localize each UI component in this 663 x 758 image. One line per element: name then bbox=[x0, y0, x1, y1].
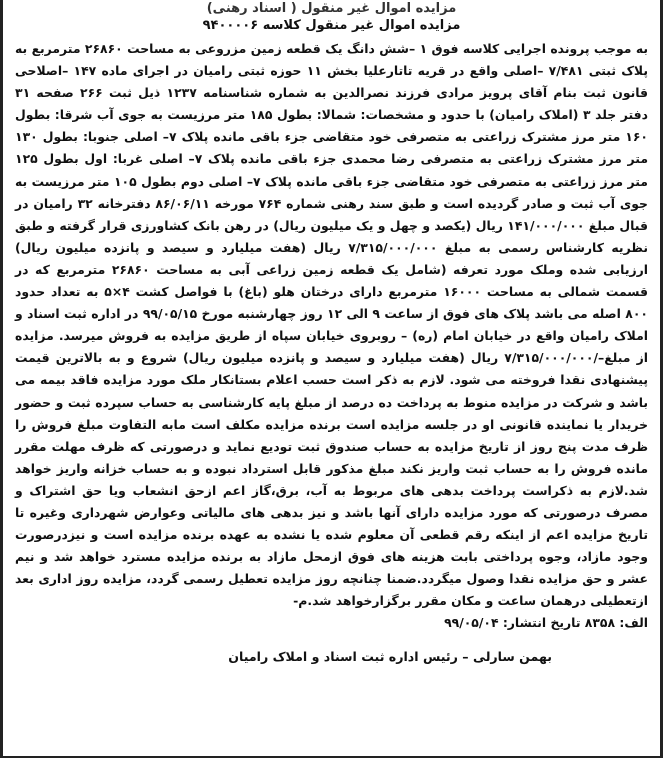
signature-line: بهمن سارلی – رئیس اداره ثبت اسناد و املاک رامیان bbox=[228, 649, 552, 665]
publication-reference: الف: ۸۳۵۸ تاریخ انتشار: ۹۹/۰۵/۰۴ bbox=[444, 615, 648, 631]
notice-title: مزایده اموال غیر منقول ( اسناد رهنی) bbox=[206, 1, 457, 16]
notice-header bbox=[3, 0, 660, 34]
notice-case-number: مزایده اموال غیر منقول کلاسه ۹۴۰۰۰۰۶ bbox=[202, 18, 461, 33]
notice-body: به موجب پرونده اجرایی کلاسه فوق ۱ –شش دانگ یک قطعه زمین مزروعی به مساحت ۲۶۸۶۰ مترمربع به پلاک ثبتی ۷/۴۸۱ –اصلی واقع در قریه تاتارعلیا بخش ۱۱ حوزه ثبتی رامیان در اجرای ماده ۱۴۷ –اصلاحی قانون ثبت بنام آقای پرویز مرادی فرزند نصرالدین به شماره شناسنامه ۱۲۳۷ ذیل ثبت ۲۶۶ صفحه ۳۱ دفتر جلد ۳ (املاک رامیان) با حدود و مشخصات: شمالا: بطول ۱۸۵ متر مرزیست به جوی آب شرقا: بطول ۱۶۰ متر مرز مشترک زراعتی به متصرفی خود متقاضی جزء باقی مانده پلاک ۷– اصلی جنوبا: بطول ۱۳۰ متر مرز مشترک زراعتی به متصرفی رضا محمدی جزء باقی مانده پلاک ۷– اصلی غربا: اول بطول ۱۲۵ متر مرز زراعتی به متصرفی خود متقاضی جزء باقی مانده پلاک ۷– اصلی دوم بطول ۱۰۵ متر مرزیست به جوی آب ثبت و صادر گردیده است و طبق سند رهنی شماره ۷۶۴ مورخه ۸۶/۰۶/۱۱ دفترخانه ۳۲ رامیان در قبال مبلغ ۱۴۱/۰۰۰/۰۰۰ ریال (یکصد و چهل و یک میلیون ریال) در رهن بانک کشاورزی قرار گرفته و طبق نظریه کارشناس رسمی به مبلغ ۷/۳۱۵/۰۰۰/۰۰۰ ریال (هفت میلیارد و سیصد و پانزده میلیون ریال) ارزیابی شده وملک مورد تعرفه (شامل یک قطعه زمین زراعی آبی به مساحت ۲۶۸۶۰ مترمربع که در قسمت شمالی به مساحت ۱۶۰۰۰ مترمربع دارای درختان هلو (باغ) با فواصل کشت ۴×۵ به تعداد حدود ۸۰۰ اصله می باشد پلاک های فوق از ساعت ۹ الی ۱۲ روز چهارشنبه مورخ ۹۹/۰۵/۱۵ در اداره ثبت اسناد و املاک رامیان واقع در خیابان امام (ره) – روبروی خیابان سپاه از طریق مزایده به فروش میرسد. مزایده از مبلغ–/۷/۳۱۵/۰۰۰/۰۰۰ ریال (هفت میلیارد و سیصد و پانزده میلیون ریال) شروع و به بالاترین قیمت پیشنهادی نقدا فروخته می شود. لازم به ذکر است حسب اعلام بستانکار ملک مورد مزایده فاقد بیمه می باشد و شرکت در مزایده منوط به پرداخت ده درصد از مبلغ پایه کارشناسی به حساب سپرده ثبت و حضور خریدار یا نماینده قانونی او در جلسه مزایده است برنده مزایده مکلف است مابه التفاوت مبلغ فروش را ظرف مدت پنج روز از تاریخ مزایده به حساب صندوق ثبت تودیع نماید و درصورتی که ظرف مهلت مقرر مانده فروش را به حساب ثبت واریز نکند مبلغ مذکور قابل استرداد نبوده و به حساب خزانه واریز خواهد شد.لازم به ذکراست پرداخت بدهی های مربوط به آب، برق،گاز اعم ازحق انشعاب ویا حق اشتراک و مصرف درصورتی که مورد مزایده دارای آنها باشد و نیز بدهی های مالیاتی وعوارض شهرداری وغیره تا تاریخ مزایده اعم از اینکه رقم قطعی آن معلوم شده یا نشده به عهده برنده مزایده است و نیزدرصورت وجود مازاد، وجوه پرداختی بابت هزینه های فوق ازمحل مازاد به برنده مزایده مسترد خواهد شد و نیم عشر و حق مزایده نقدا وصول میگردد.ضمنا چنانچه روز مزایده تعطیل رسمی گردد، مزایده روز اداری بعد ازتعطیلی درهمان ساعت و مکان مقرر برگزارخواهد شد.م- bbox=[15, 41, 649, 609]
